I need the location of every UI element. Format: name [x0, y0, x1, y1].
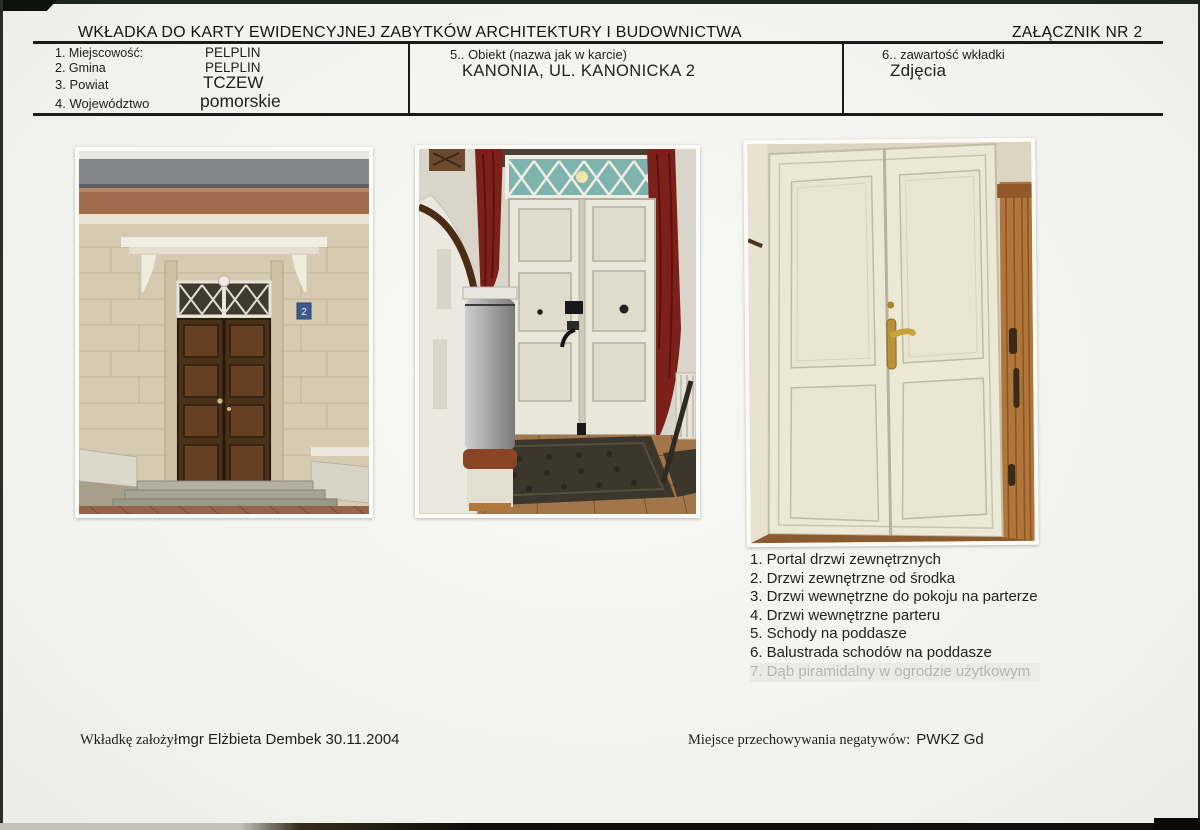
lamp: [219, 276, 230, 287]
photo1-facade-illustration: [79, 151, 369, 514]
field-gmina-value: PELPLIN: [205, 60, 261, 75]
table-bottom-rule: [33, 113, 1163, 116]
photo-caption-list: [750, 551, 1040, 682]
caption-item: 6. Balustrada schodów na poddasze: [750, 643, 992, 661]
field-miejscowosc-value: PELPLIN: [205, 45, 261, 60]
field-powiat-value: TCZEW: [203, 73, 264, 92]
title-underline: [33, 41, 1163, 44]
house-number-text: 2: [301, 307, 307, 318]
created-by-value: mgr Elżbieta Dembek 30.11.2004: [178, 731, 400, 748]
table-divider-1: [408, 44, 410, 113]
photo-drzwi-zewnetrzne-od-srodka: [415, 145, 700, 518]
scan-edge-left: [0, 0, 3, 830]
field-gmina-label: 2. Gmina: [55, 61, 106, 75]
roof-edge: [79, 159, 369, 187]
lamp-glow: [576, 171, 588, 183]
interior-door: [509, 199, 655, 435]
negatives-location: [688, 731, 984, 749]
field-wojewodztwo-label: 4. Województwo: [55, 96, 150, 111]
caption-item: 5. Schody na poddasze: [750, 625, 907, 643]
scan-edge-top-left-corner: [0, 0, 57, 11]
page-title: WKŁADKA DO KARTY EWIDENCYJNEJ ZABYTKÓW ARCHITEKTURY I BUDOWNICTWA: [78, 24, 742, 41]
attachment-number: ZAŁĄCZNIK NR 2: [1012, 24, 1143, 41]
field-wojewodztwo-value: pomorskie: [200, 91, 281, 111]
keyhole: [887, 301, 894, 308]
caption-item: 1. Portal drzwi zewnętrznych: [750, 551, 941, 568]
scan-edge-bottom: [0, 823, 1200, 830]
photo-portal-drzwi-zewnetrznych: [75, 147, 373, 518]
house-number-plate: [297, 303, 311, 319]
brass-handle: [893, 331, 913, 335]
transom-window: [178, 276, 270, 317]
exterior-door: [178, 319, 270, 489]
caption-item: 2. Drzwi zewnętrzne od środka: [750, 569, 956, 587]
inner-double-door: [765, 144, 1002, 539]
photo3-door-illustration: [747, 142, 1034, 543]
field-zawartosc-value: Zdjęcia: [890, 61, 947, 80]
field-obiekt-value: KANONIA, UL. KANONICKA 2: [462, 62, 696, 80]
handle-backplate: [887, 319, 896, 369]
negatives-value: PWKZ Gd: [916, 731, 984, 748]
field-obiekt-label: 5.. Obiekt (nazwa jak w karcie): [450, 47, 628, 62]
table-divider-2: [842, 44, 844, 113]
caption-item-crossed-out: 7. Dąb piramidalny w ogrodzie użytkowym: [750, 663, 1040, 683]
field-miejscowosc-label: 1. Miejscowość:: [55, 46, 144, 60]
created-by-label: Wkładkę założył:: [80, 732, 182, 748]
field-powiat-label: 3. Powiat: [55, 77, 109, 92]
entrance-steps: [113, 481, 337, 507]
door-lock: [565, 301, 583, 314]
photo2-interior-illustration: [419, 149, 696, 514]
caption-item: 3. Drzwi wewnętrzne do pokoju na parterze: [750, 588, 1038, 606]
door-knob: [217, 398, 222, 403]
caption-item: 4. Drzwi wewnętrzne parteru: [750, 606, 941, 624]
newel-post: [463, 287, 517, 511]
scan-edge-bottom-right-corner: [1154, 818, 1200, 830]
interior-transom-window: [507, 157, 657, 197]
scan-edge-top: [0, 0, 1200, 4]
negatives-label: Miejsce przechowywania negatywów:: [688, 732, 911, 748]
field-zawartosc-label: 6.. zawartość wkładki: [882, 47, 1005, 62]
photo-drzwi-wewnetrzne: [743, 138, 1039, 548]
